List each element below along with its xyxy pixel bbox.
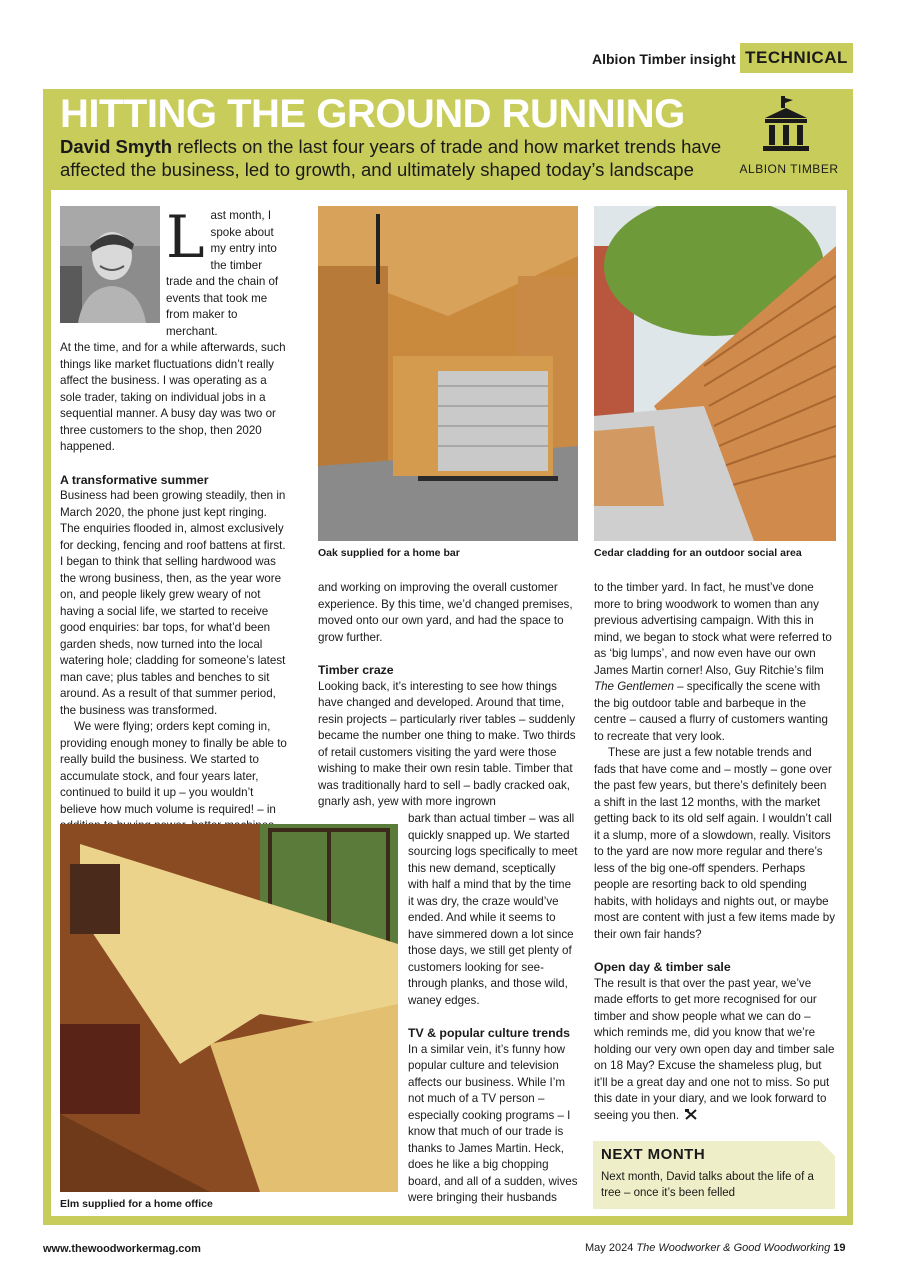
paragraph: Looking back, it’s interesting to see how things have changed and developed. Around that time, resin projects – particularly river tables – suddenly became the number one thing to make. Two thirds of retail customers visiting the yard were those wishing to make their own resin table. Timber that was traditionally hard to sell – badly cracked oak, gnarly ash, yew with more ingrown	[318, 679, 576, 808]
article-title: HITTING THE GROUND RUNNING	[60, 92, 685, 136]
cedar-cladding-photo	[594, 206, 836, 541]
page-number: 19	[833, 1242, 846, 1254]
author-name: David Smyth	[60, 136, 173, 157]
standfirst	[60, 135, 750, 181]
column-3	[594, 580, 836, 1124]
caption-cedar-cladding: Cedar cladding for an outdoor social area	[594, 547, 802, 559]
subheading-timber-craze: Timber craze	[318, 663, 394, 677]
subheading-open-day: Open day & timber sale	[594, 960, 731, 974]
paragraph: We were flying; orders kept coming in, providing enough money to finally be able to really build the business. We started to accumulate stock, and four years later, continued to build it up – you wouldn’t believe how much volume is required! – in	[60, 720, 287, 816]
intro-paragraph-rest: At the time, and for a while afterwards, such things like market fluctuations didn’t really affect the business. I was operating as a sole trader, taking on individual jobs in a sequential manner. A busy day was two or three customers to the shop, then 2020 happened.	[60, 341, 286, 453]
next-month-text: Next month, David talks about the life of a tree – once it’s been felled	[601, 1171, 814, 1199]
drop-cap: L	[166, 203, 205, 271]
home-bar-photo	[318, 206, 578, 541]
section-label: Albion Timber insight	[592, 51, 736, 67]
albion-timber-logo-icon	[755, 94, 817, 156]
caption-home-bar: Oak supplied for a home bar	[318, 547, 460, 559]
paragraph: The result is that over the past year, we’ve made efforts to get more recognised for our timber and show people what we can do – which reminds me, did you know that we’re holding our very own open day and timber sale on 18 May? Excuse the shameless plug, but it’ll be a great day and one not to miss. So put this date in your diary, and we look forward to seeing you then.	[594, 976, 835, 1122]
magazine-name: The Woodworker & Good Woodworking	[636, 1242, 831, 1254]
column-1	[60, 203, 288, 835]
next-month-title: NEXT MONTH	[601, 1146, 706, 1163]
paragraph: to the timber yard. In fact, he must’ve done more to bring woodwork to women than any previous advertising campaign. With this in mind, we began to stock what were referred to as ‘big lumps’, and now even have our own James Martin corner! Also, Guy Ritchie’s film The Gentlemen – specifically the scene with the big outdoor table and barbeque in the centre – caused a flurry of customers wanting to recreate that very look.	[594, 581, 832, 743]
box-corner	[820, 1141, 835, 1156]
section-tag: TECHNICAL	[740, 43, 853, 73]
subheading-transformative-summer: A transformative summer	[60, 472, 209, 487]
column-2	[318, 580, 578, 811]
paragraph: bark than actual timber – was all quickly snapped up. We started sourcing logs specifically to meet this new demand, sceptically with half a mind that by the time it was dry, the craze would’ve ended. And while it seems to have simmered down a lot since those days, we still get plenty of customers looking for see-through planks, and those wild, waney edges.	[408, 812, 578, 1007]
column-2-lower	[408, 811, 578, 1207]
footer-issue	[585, 1242, 846, 1254]
paragraph: and working on improving the overall customer experience. By this time, we’d changed premises, moved onto our own yard, and had the space to grow further.	[318, 581, 573, 644]
footer-url[interactable]: www.thewoodworkermag.com	[43, 1243, 201, 1255]
paragraph: Business had been growing steadily, then in March 2020, the phone just kept ringing. The enquiries flooded in, almost exclusively for decking, fencing and roof battens at first. I began to think that selling hardwood was the wrong business, then, as the year wore on, and people likely grew weary of not having a social life, we started to receive good enquiries: bar tops, for what’d been garden sheds, now turned into the local watering hole; cladding for someone’s latest man cave; plus tables and benches to sit around. As a result of that summer period, the business was transformed.	[60, 489, 286, 717]
intro-paragraph: Last month, I spoke about my entry into the timber trade and the chain of events that took me from maker to merchant.	[166, 203, 279, 338]
logo-text: ALBION TIMBER	[739, 162, 839, 176]
caption-home-office: Elm supplied for a home office	[60, 1198, 213, 1210]
issue-date: May 2024	[585, 1242, 634, 1254]
film-title: The Gentlemen	[594, 680, 674, 693]
standfirst-text: reflects on the last four years of trade and how market trends have affected the business, led to growth, and ultimately shaped today’s landscape	[60, 136, 722, 180]
paragraph: In a similar vein, it’s funny how popular culture and television affects our business. While I’m not much of a TV person – especially cooking programs – I know that much of our trade is thanks to James Martin. Heck, does he like a big chopping board, and all of a sudden, wives were bringing their husbands	[408, 1042, 578, 1204]
subheading-tv-culture: TV & popular culture trends	[408, 1026, 570, 1040]
home-office-photo	[60, 824, 398, 1192]
end-mark-tools-icon	[685, 1109, 697, 1120]
paragraph: These are just a few notable trends and fads that have come and – mostly – gone over the past few years, but there’s definitely been a shift in the last 12 months, with the market getting back to its old self again. I wouldn’t call it a slump, more of a slowdown, really. Visitors to the yard are now more regular and there’s less of the big one-off spenders. Perhaps people are resorting back to old spending habits, with holidays and nights out, or maybe most are content with just a few items made by their own fair hands?	[594, 746, 835, 941]
